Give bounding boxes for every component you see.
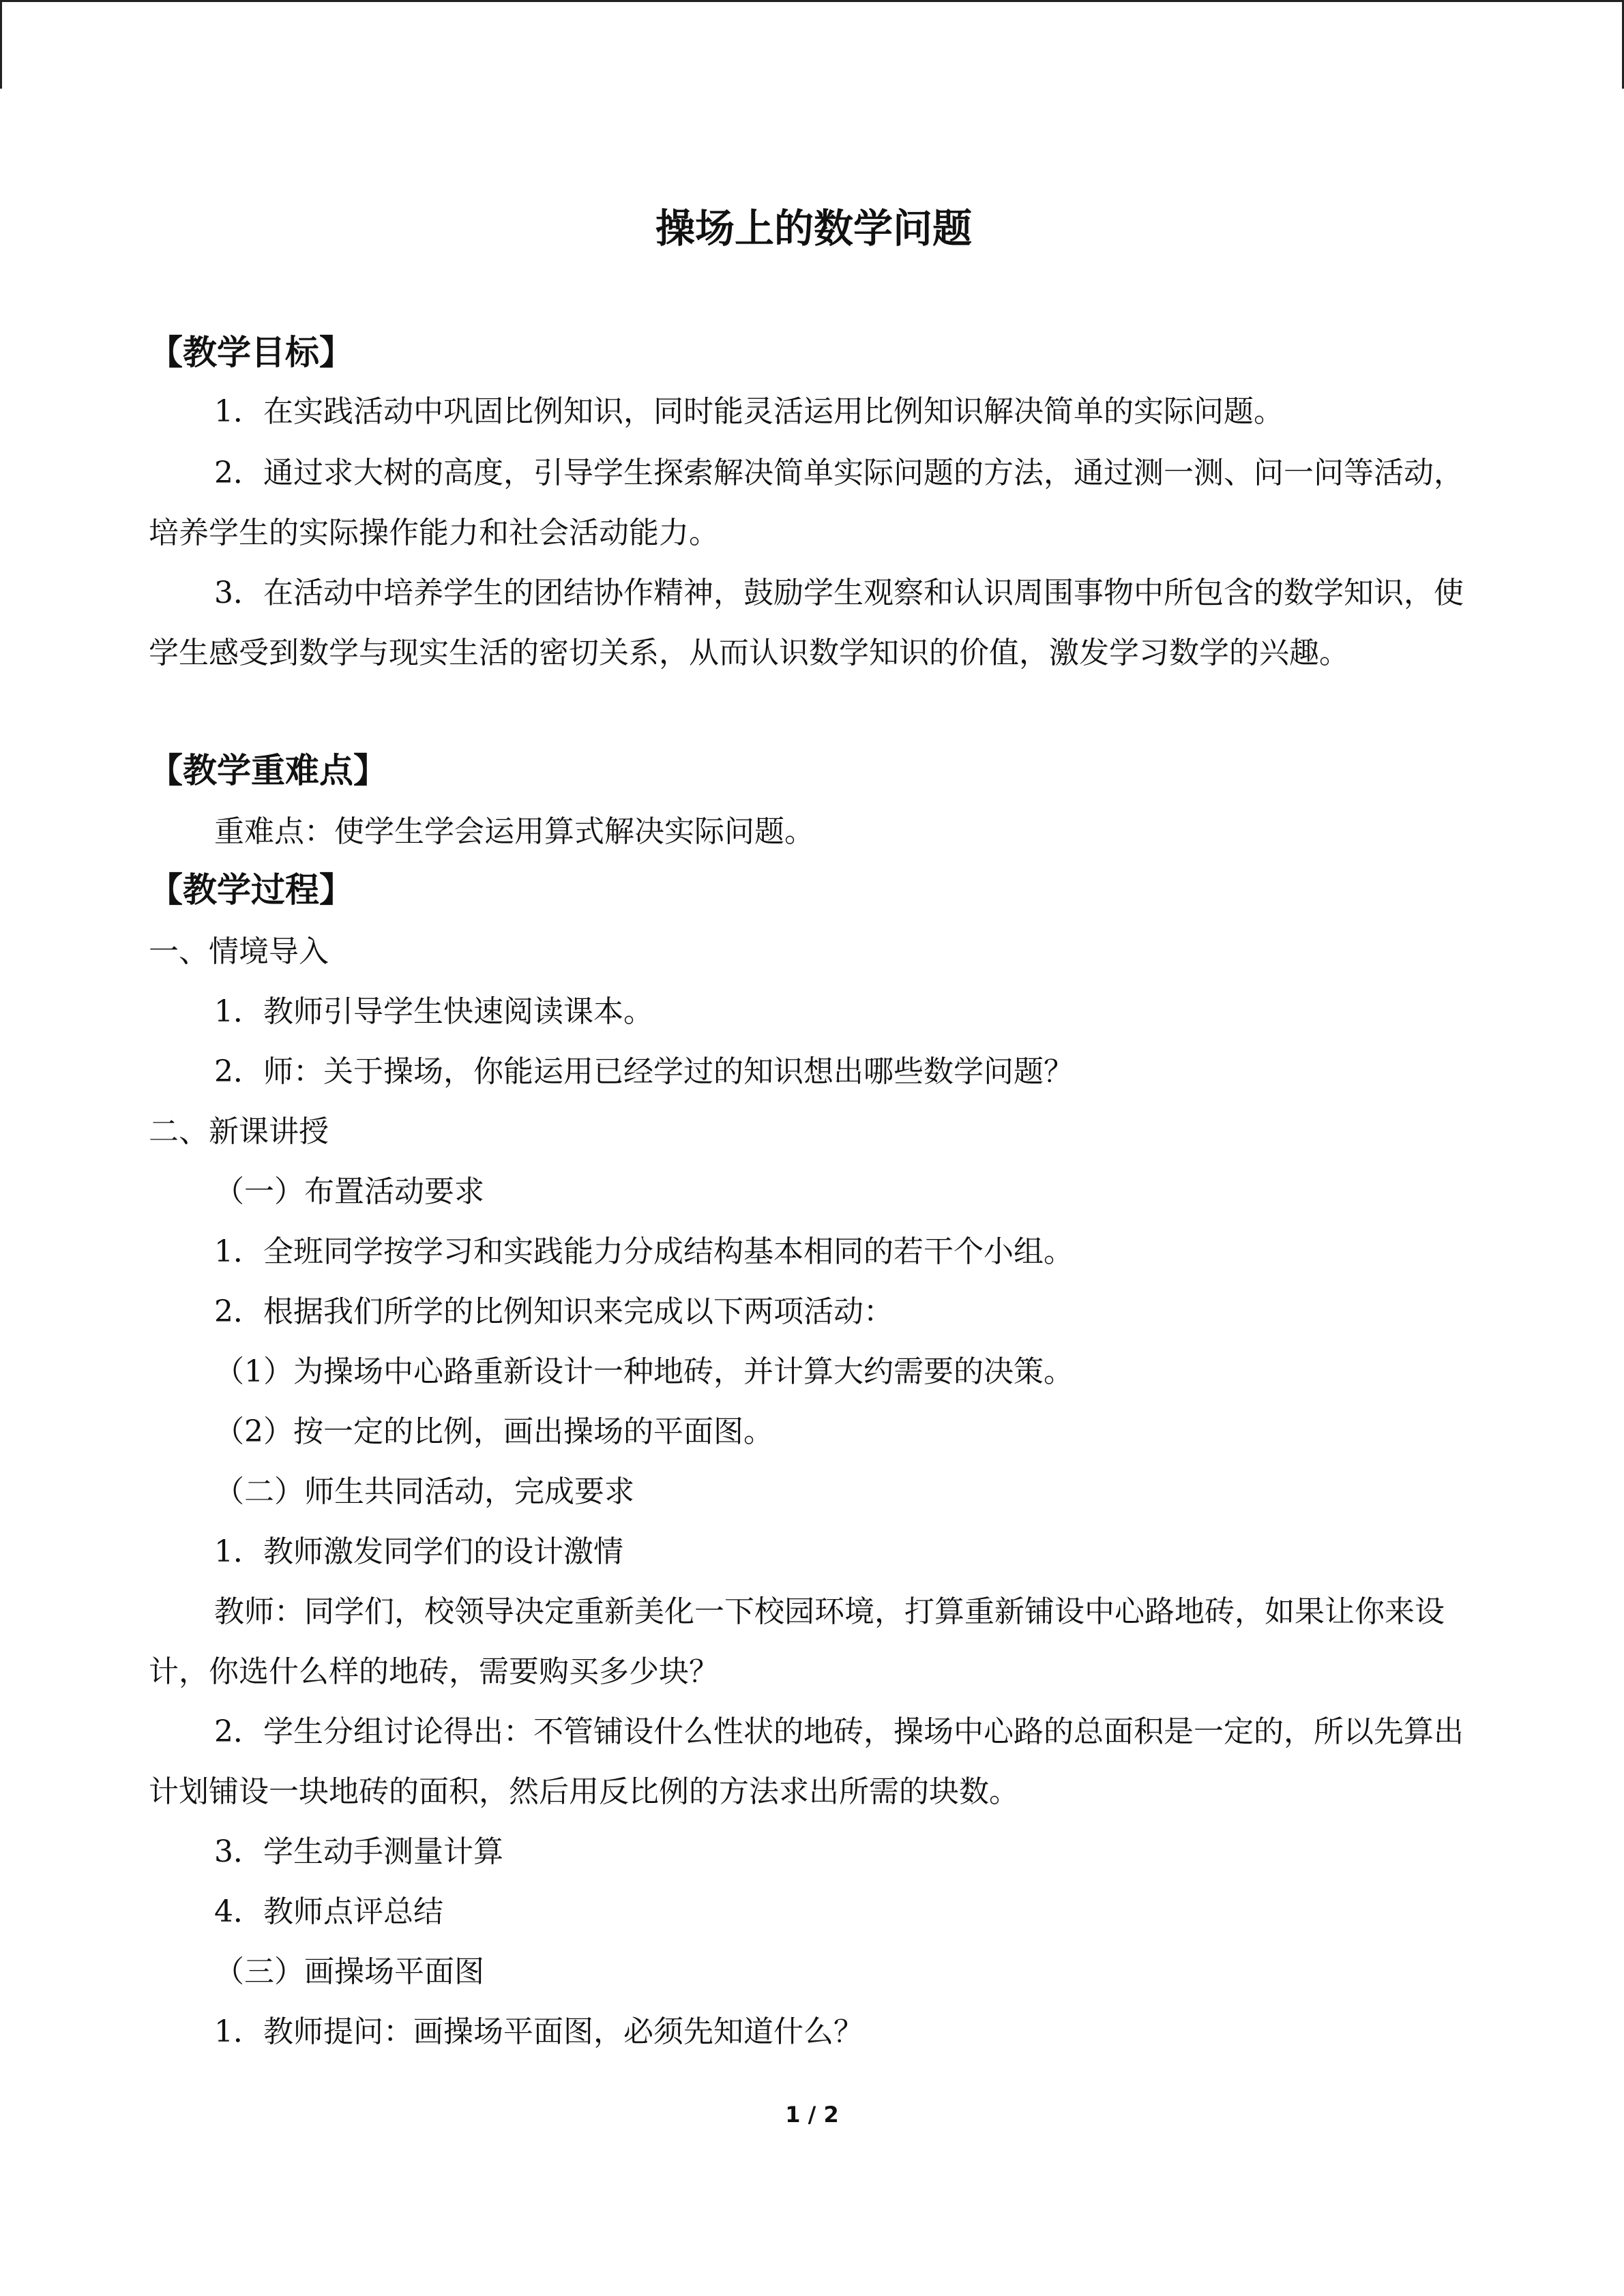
keypoints-text: 重难点：使学生学会运用算式解决实际问题。	[214, 814, 814, 849]
page-left-border	[0, 0, 2, 89]
section-1-heading: 一、情境导入	[149, 934, 329, 969]
part-1-sub-2: （2）按一定的比例，画出操场的平面图。	[214, 1414, 773, 1449]
part-1-item-1: 1．全班同学按学习和实践能力分成结构基本相同的若干个小组。	[214, 1234, 1074, 1269]
part-1-item-2: 2．根据我们所学的比例知识来完成以下两项活动：	[214, 1294, 894, 1329]
part-3-heading: （三）画操场平面图	[214, 1954, 484, 1989]
part-2-teacher-text: 教师：同学们，校领导决定重新美化一下校园环境，打算重新铺设中心路地砖，如果让你来设计，你选什么样的地砖，需要购买多少块？	[149, 1594, 1445, 1689]
goal-3: 3．在活动中培养学生的团结协作精神，鼓励学生观察和认识周围事物中所包含的数学知识，使学生感受到数学与现实生活的密切关系，从而认识数学知识的价值，激发学习数学的兴趣。	[149, 576, 1464, 670]
keypoints-heading: 【教学重难点】	[149, 751, 387, 790]
page-top-border	[0, 0, 1624, 2]
part-1-sub-1: （1）为操场中心路重新设计一种地砖，并计算大约需要的决策。	[214, 1354, 1074, 1389]
page-number: 1 / 2	[785, 2102, 839, 2128]
process-heading: 【教学过程】	[149, 870, 353, 910]
part-2-item-3: 3．学生动手测量计算	[214, 1834, 503, 1869]
part-2-heading: （二）师生共同活动，完成要求	[214, 1474, 634, 1509]
goals-heading: 【教学目标】	[149, 333, 353, 372]
section-2-heading: 二、新课讲授	[149, 1114, 329, 1149]
section-1-item-1: 1．教师引导学生快速阅读课本。	[214, 994, 653, 1029]
part-2-item-4: 4．教师点评总结	[214, 1894, 443, 1929]
part-3-item-1: 1．教师提问：画操场平面图，必须先知道什么？	[214, 2014, 863, 2049]
goal-1: 1．在实践活动中巩固比例知识，同时能灵活运用比例知识解决简单的实际问题。	[214, 394, 1284, 429]
section-1-item-2: 2．师：关于操场，你能运用已经学过的知识想出哪些数学问题？	[214, 1054, 1074, 1089]
document-title: 操场上的数学问题	[655, 205, 972, 252]
part-2-item-2: 2．学生分组讨论得出：不管铺设什么性状的地砖，操场中心路的总面积是一定的，所以先算出计划铺设一块地砖的面积，然后用反比例的方法求出所需的块数。	[149, 1714, 1464, 1809]
goal-2: 2．通过求大树的高度，引导学生探索解决简单实际问题的方法，通过测一测、问一问等活动，培养学生的实际操作能力和社会活动能力。	[149, 456, 1464, 550]
part-1-heading: （一）布置活动要求	[214, 1174, 484, 1209]
part-2-item-1: 1．教师激发同学们的设计激情	[214, 1534, 623, 1569]
